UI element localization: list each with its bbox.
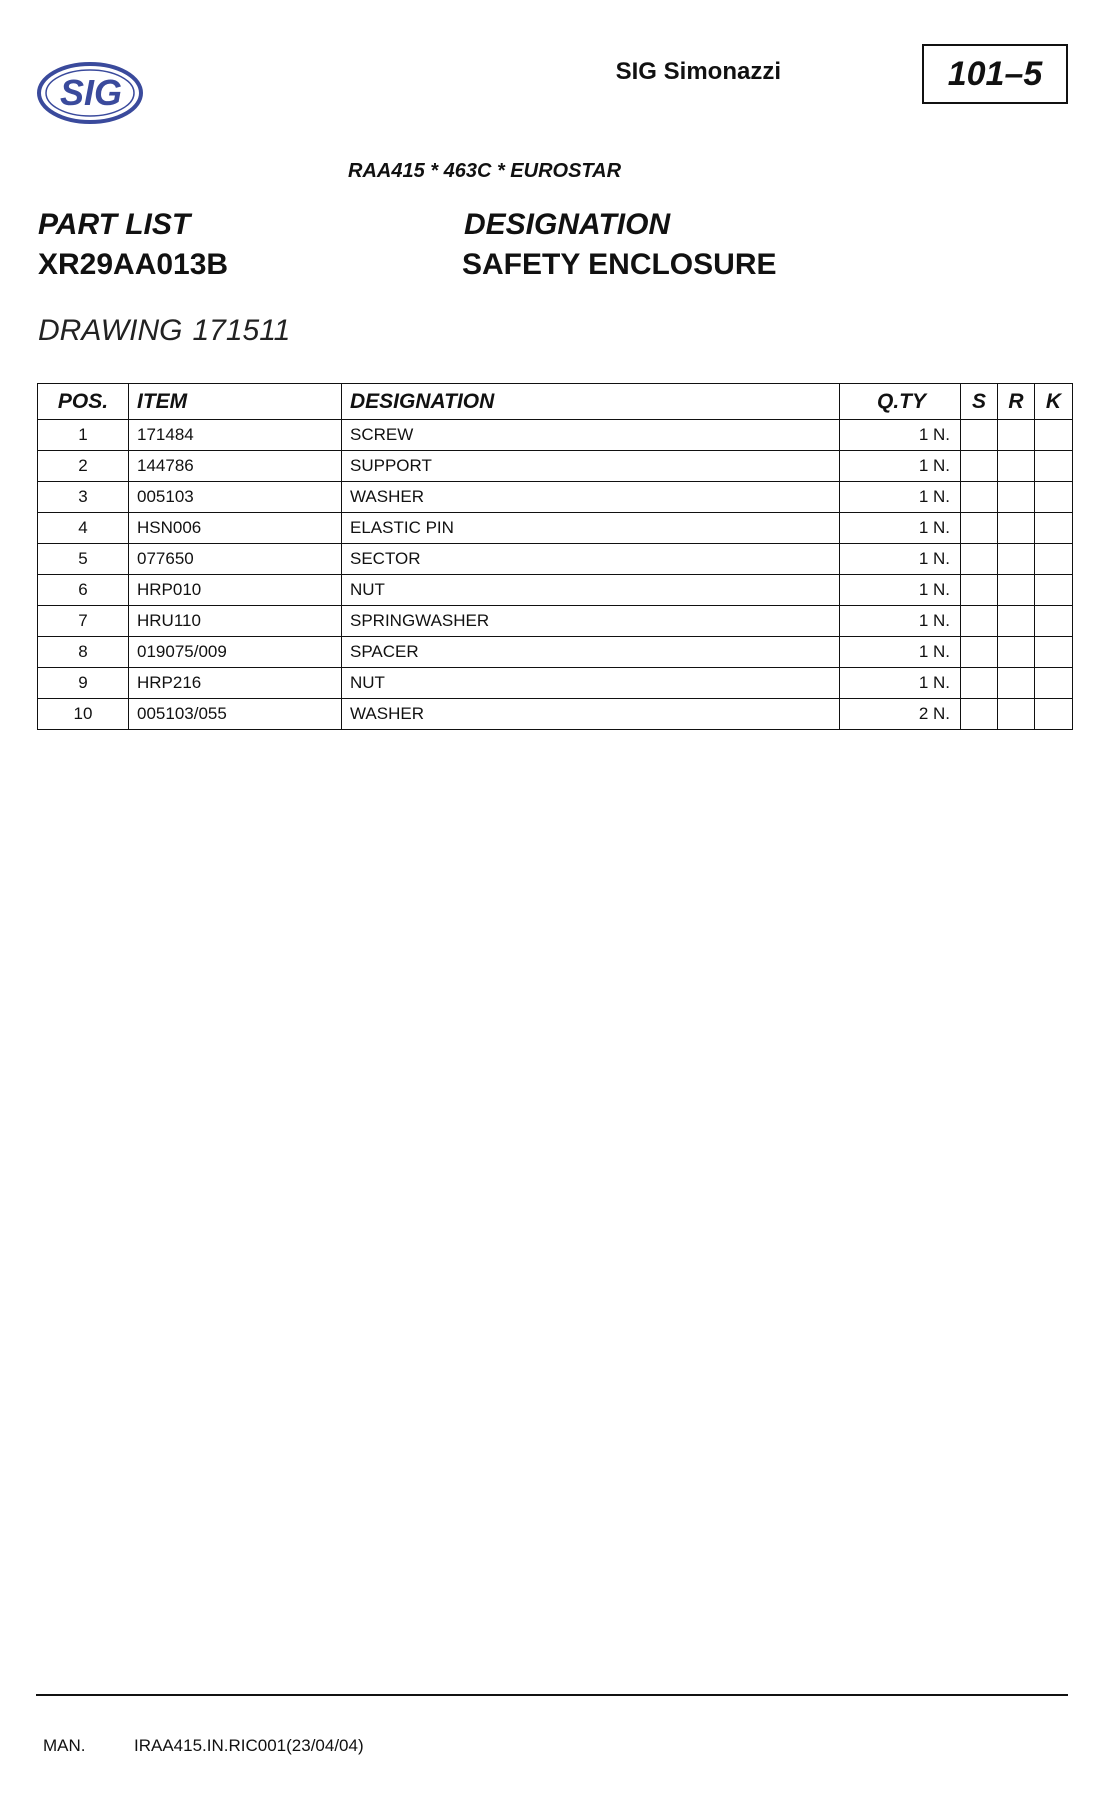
part-list-number: XR29AA013B (38, 248, 229, 281)
cell-r (998, 575, 1035, 606)
cell-k (1035, 451, 1073, 482)
table-header-row (38, 384, 1073, 420)
cell-r (998, 513, 1035, 544)
cell-k (1035, 606, 1073, 637)
cell-pos: 5 (38, 544, 129, 575)
table-row (38, 451, 1073, 482)
cell-r (998, 451, 1035, 482)
footer-rule (36, 1694, 1068, 1696)
cell-item: HRU110 (129, 606, 342, 637)
cell-pos: 3 (38, 482, 129, 513)
col-header-s: S (961, 384, 998, 420)
part-list-label: PART LIST (38, 208, 191, 241)
cell-k (1035, 668, 1073, 699)
table-row (38, 699, 1073, 730)
cell-qty: 1 N. (840, 668, 961, 699)
cell-qty: 2 N. (840, 699, 961, 730)
parts-table (37, 383, 1073, 730)
cell-s (961, 513, 998, 544)
cell-k (1035, 482, 1073, 513)
col-header-qty: Q.TY (840, 384, 961, 420)
brand-name: SIG Simonazzi (615, 58, 781, 85)
col-header-r: R (998, 384, 1035, 420)
cell-pos: 9 (38, 668, 129, 699)
designation-value: SAFETY ENCLOSURE (462, 248, 777, 281)
cell-r (998, 544, 1035, 575)
svg-text:SIG: SIG (59, 72, 123, 113)
cell-designation: WASHER (342, 482, 840, 513)
cell-r (998, 606, 1035, 637)
cell-r (998, 420, 1035, 451)
cell-s (961, 420, 998, 451)
cell-designation: NUT (342, 668, 840, 699)
cell-pos: 4 (38, 513, 129, 544)
footer-man-label: MAN. (43, 1736, 86, 1755)
cell-s (961, 606, 998, 637)
cell-pos: 1 (38, 420, 129, 451)
cell-qty: 1 N. (840, 420, 961, 451)
cell-r (998, 482, 1035, 513)
col-header-k: K (1035, 384, 1073, 420)
cell-designation: WASHER (342, 699, 840, 730)
table-row (38, 575, 1073, 606)
cell-item: HRP216 (129, 668, 342, 699)
cell-pos: 7 (38, 606, 129, 637)
cell-item: 005103 (129, 482, 342, 513)
cell-qty: 1 N. (840, 544, 961, 575)
cell-s (961, 544, 998, 575)
cell-s (961, 699, 998, 730)
drawing-number: 171511 (192, 314, 291, 347)
cell-item: 077650 (129, 544, 342, 575)
cell-qty: 1 N. (840, 606, 961, 637)
cell-item: 171484 (129, 420, 342, 451)
cell-designation: NUT (342, 575, 840, 606)
cell-k (1035, 637, 1073, 668)
page-number: 101–5 (922, 44, 1068, 104)
model-line: RAA415 * 463C * EUROSTAR (348, 160, 622, 182)
cell-k (1035, 544, 1073, 575)
cell-designation: SPRINGWASHER (342, 606, 840, 637)
cell-qty: 1 N. (840, 451, 961, 482)
cell-qty: 1 N. (840, 482, 961, 513)
cell-qty: 1 N. (840, 513, 961, 544)
parts-table-body (38, 420, 1073, 730)
table-row (38, 606, 1073, 637)
drawing-reference (38, 314, 300, 348)
drawing-label: DRAWING (38, 314, 183, 347)
table-row (38, 544, 1073, 575)
cell-pos: 2 (38, 451, 129, 482)
cell-s (961, 637, 998, 668)
cell-k (1035, 575, 1073, 606)
cell-item: 005103/055 (129, 699, 342, 730)
cell-item: HSN006 (129, 513, 342, 544)
cell-k (1035, 699, 1073, 730)
cell-s (961, 668, 998, 699)
cell-s (961, 451, 998, 482)
table-row (38, 482, 1073, 513)
cell-r (998, 637, 1035, 668)
cell-qty: 1 N. (840, 637, 961, 668)
cell-pos: 6 (38, 575, 129, 606)
cell-designation: ELASTIC PIN (342, 513, 840, 544)
cell-pos: 8 (38, 637, 129, 668)
cell-k (1035, 513, 1073, 544)
cell-designation: SECTOR (342, 544, 840, 575)
col-header-designation: DESIGNATION (342, 384, 840, 420)
cell-r (998, 699, 1035, 730)
cell-qty: 1 N. (840, 575, 961, 606)
cell-designation: SUPPORT (342, 451, 840, 482)
cell-k (1035, 420, 1073, 451)
table-row (38, 668, 1073, 699)
cell-designation: SCREW (342, 420, 840, 451)
cell-item: 019075/009 (129, 637, 342, 668)
table-row (38, 637, 1073, 668)
cell-pos: 10 (38, 699, 129, 730)
table-row (38, 420, 1073, 451)
cell-item: HRP010 (129, 575, 342, 606)
cell-s (961, 482, 998, 513)
cell-s (961, 575, 998, 606)
col-header-item: ITEM (129, 384, 342, 420)
cell-designation: SPACER (342, 637, 840, 668)
cell-item: 144786 (129, 451, 342, 482)
designation-label: DESIGNATION (464, 208, 671, 241)
col-header-pos: POS. (38, 384, 129, 420)
footer-document-code: IRAA415.IN.RIC001(23/04/04) (134, 1736, 364, 1755)
sig-logo (36, 60, 144, 126)
table-row (38, 513, 1073, 544)
cell-r (998, 668, 1035, 699)
